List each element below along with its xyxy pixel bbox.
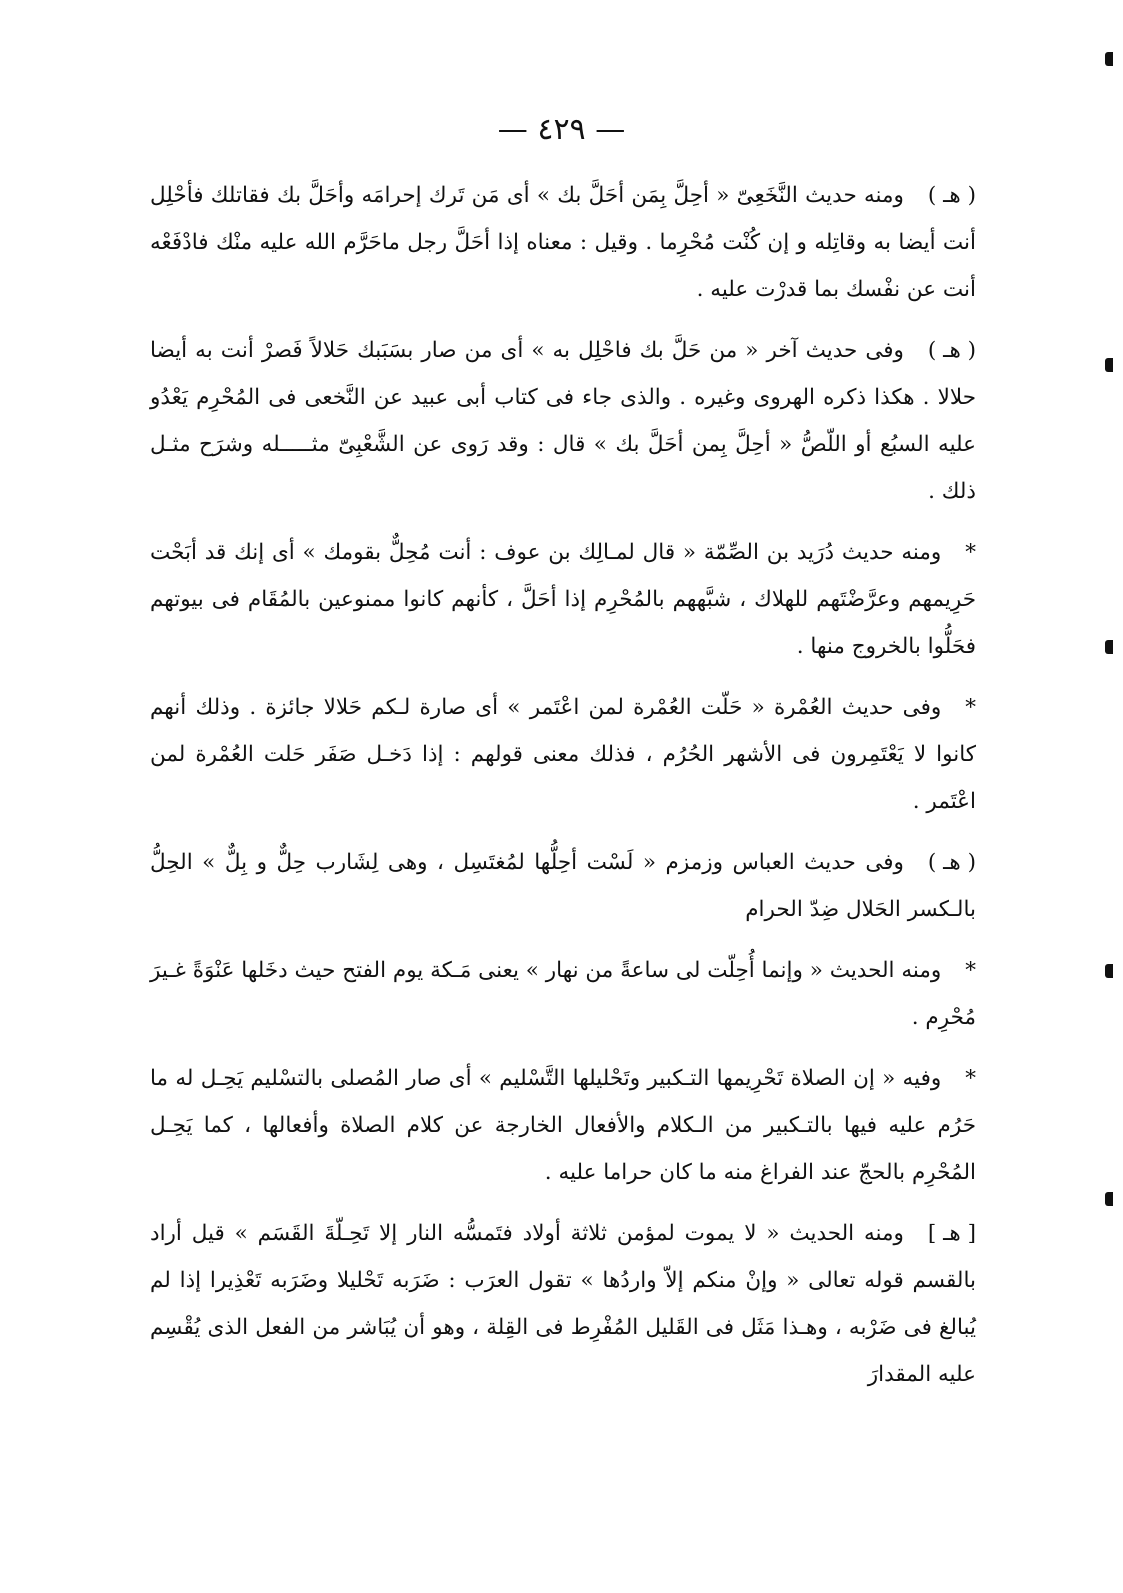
text-line: ما حَرُم عليه فيها بالتـكبير من الـكلام والأفعال الخارجة عن كلام الصلاة وأفعالها ، كما يَحِـل المُحْرِم	[150, 1066, 976, 1185]
entry-marker: *	[965, 695, 976, 720]
entry-marker: ( هـ )	[927, 850, 976, 875]
body-text	[150, 172, 976, 1412]
text-line: فحَلُّوا بالخروج منها .	[796, 634, 976, 659]
text-line: يَعْدُو عليه السبُع أو اللّصُّ « أحِلَّ بِمن أحَلَّ بك » قال : وقد رَوى عن الشَّعْبِىّ مثـــــله وشرَح	[150, 385, 976, 457]
text-line: وفيه « إن الصلاة تَحْرِيمها التـكبير وتَحْليلها التَّسْليم » أى صار المُصلى بالتسْليم يَحِـل له	[175, 1066, 942, 1091]
margin-mark	[1105, 52, 1113, 66]
paragraph	[150, 1210, 976, 1398]
text-line: مثـل ذلك .	[150, 432, 976, 504]
paragraph	[150, 1055, 976, 1196]
entry-marker: ( هـ )	[927, 338, 977, 363]
text-line: فى ضَرْبه ، وهـذا مَثَل فى القَليل المُفْرِط فى القِلة ، وهو أن يُبَاشر من الفعل الذى يُقْسِم عليه المقدارَ	[150, 1315, 976, 1387]
paragraph	[150, 839, 976, 933]
text-line: وفى حديث العباس وزمزم « لَسْت أحِلُّها لمُغتَسِل ، وهى لِشَارب حِلٌّ و بِلٌّ » الحِلُّ	[150, 850, 904, 875]
text-line: عَنْوَةً غـيرَ مُحْرِم .	[150, 958, 976, 1030]
entry-marker: ( هـ )	[927, 183, 976, 208]
paragraph	[150, 529, 976, 670]
entry-marker: [ هـ ]	[927, 1221, 976, 1246]
page-number: — ٤٢٩ —	[497, 112, 626, 147]
paragraph	[150, 947, 976, 1041]
margin-mark	[1105, 964, 1113, 978]
entry-marker: *	[965, 958, 976, 983]
margin-mark	[1105, 640, 1113, 654]
entry-marker: *	[965, 540, 976, 565]
margin-mark	[1105, 358, 1113, 372]
text-line: ومنه الحديث « لا يموت لمؤمن ثلاثة أولاد فتَمسُّه النار إلا تَحِـلّةَ القَسَم » قيل أراد	[150, 1221, 904, 1246]
text-line: بالـكسر الحَلال ضِدّ الحرام	[745, 897, 976, 922]
text-line: بالحجّ عند الفراغ منه ما كان حراما عليه .	[544, 1160, 906, 1185]
text-line: ومنه الحديث « وإنما أُحِلّت لى ساعةً من نهار » يعنى مَـكة يوم الفتح حيث دخَلها	[241, 958, 942, 983]
text-line: فادْفَعْه أنت عن نفْسك بما قدرْت عليه .	[150, 230, 976, 302]
paragraph	[150, 172, 976, 313]
text-line: أنهم كانوا لا يَعْتَمِرون فى الأشهر الحُرُم ، فذلك معنى قولهم : إذا دَخـل صَفَر حَلت العُمْرة	[150, 695, 976, 767]
paragraph	[150, 327, 976, 515]
paragraph	[150, 684, 976, 825]
text-line: به أيضا حلالا . هكذا ذكره الهروى وغيره . والذى جاء فى كتاب أبى عبيد عن النَّخعى فى المُحْرِم	[150, 338, 976, 410]
entry-marker: *	[965, 1066, 976, 1091]
text-line: ومنه حديث النَّخَعِىّ « أحِلَّ بِمَن أحَلَّ بك » أى مَن تَرك إحرامَه وأحَلَّ بك فقاتلك	[210, 183, 904, 208]
text-line: ومنه حديث دُرَيد بن الصِّمّة « قال لمـالِك بن عوف : أنت مُحِلٌّ بقومك » أى إنك قد	[204, 540, 942, 565]
text-line: لمن اعْتَمر .	[150, 742, 976, 814]
text-line: وفى حديث العُمْرة « حَلّت العُمْرة لمن اعْتَمر » أى صارة لـكم حَلالا جائزة . وذلك	[195, 695, 942, 720]
text-line: وفى حديث آخر « من حَلَّ بك فاحْلِل به » أى من صار بسَبَبك حَلالاً فَصرْ أنت	[220, 338, 904, 363]
text-line: فأحْلِل أنت أيضا به وقاتِله و إن كُنْت مُحْرِما . وقيل : معناه إذا أحَلَّ رجل ماحَرَّم الله عليه منْك	[150, 183, 976, 255]
text-line: بالقسم قوله تعالى « وإنْ منكم إلاّ واردُها » تقول العرَب : ضَرَبه تَحْليلا وضَرَبه تَعْذِيرا إذا لم يُبالغ	[150, 1268, 977, 1340]
text-line: أبَحْت حَرِيمهم وعرَّضْتَهم للهلاك ، شبَّههم بالمُحْرِم إذا أحَلَّ ، كأنهم كانوا ممنوعين بالمُقَام فى بيوتهم	[150, 540, 976, 612]
margin-mark	[1105, 1192, 1113, 1206]
